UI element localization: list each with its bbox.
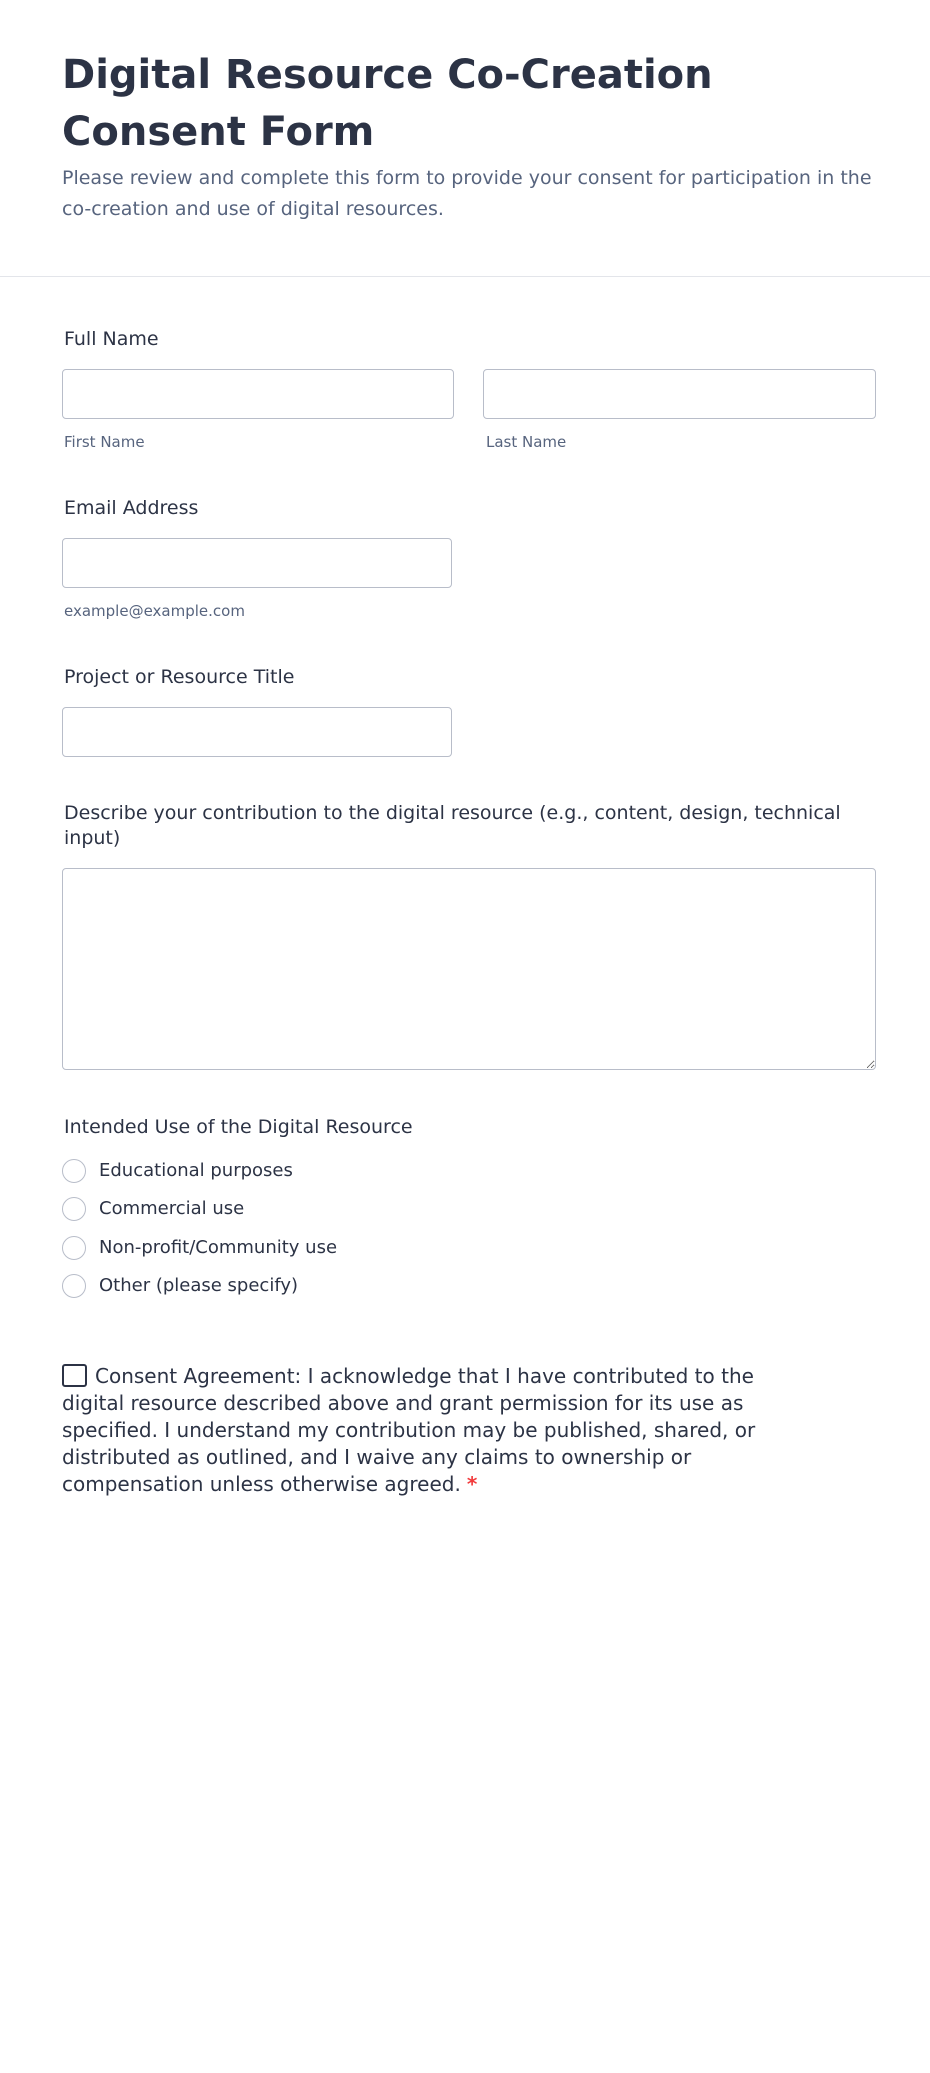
project-title-label: Project or Resource Title [64,666,295,688]
intended-use-label: Intended Use of the Digital Resource [64,1116,413,1138]
radio-button[interactable] [62,1197,86,1221]
first-name-input[interactable] [62,369,454,419]
radio-option-commercial[interactable] [62,1195,244,1223]
full-name-label: Full Name [64,328,159,350]
email-label: Email Address [64,497,199,519]
radio-option-label: Educational purposes [99,1160,293,1181]
radio-button[interactable] [62,1236,86,1260]
consent-agreement [62,1363,822,1498]
radio-option-nonprofit[interactable] [62,1234,337,1262]
contribution-label: Describe your contribution to the digital resource (e.g., content, design, technical input) [64,802,841,849]
last-name-input[interactable] [483,369,876,419]
radio-button[interactable] [62,1159,86,1183]
radio-option-label: Non-profit/Community use [99,1237,338,1258]
required-asterisk: * [466,1472,478,1496]
radio-button[interactable] [62,1274,86,1298]
form-subtitle: Please review and complete this form to provide your consent for participation in the co-creation and use of digital resources. [62,167,872,220]
form-title: Digital Resource Co-Creation Consent Form [62,52,713,155]
consent-text: Consent Agreement: I acknowledge that I have contributed to the digital resource described above and grant permission for its use as specified. I understand my contribution may be published, shared, or distributed as outlined, and I waive any claims to ownership or compensation unless otherwise agreed. [62,1364,756,1496]
radio-option-label: Commercial use [99,1198,245,1219]
contribution-textarea[interactable] [62,868,876,1070]
last-name-sublabel: Last Name [486,433,567,451]
radio-option-educational[interactable] [62,1157,293,1185]
email-sublabel: example@example.com [64,602,245,620]
project-title-input[interactable] [62,707,452,757]
form-header [0,0,930,277]
first-name-sublabel: First Name [64,433,145,451]
radio-option-label: Other (please specify) [99,1275,299,1296]
email-input[interactable] [62,538,452,588]
radio-option-other[interactable] [62,1272,298,1300]
consent-checkbox[interactable] [62,1364,87,1387]
